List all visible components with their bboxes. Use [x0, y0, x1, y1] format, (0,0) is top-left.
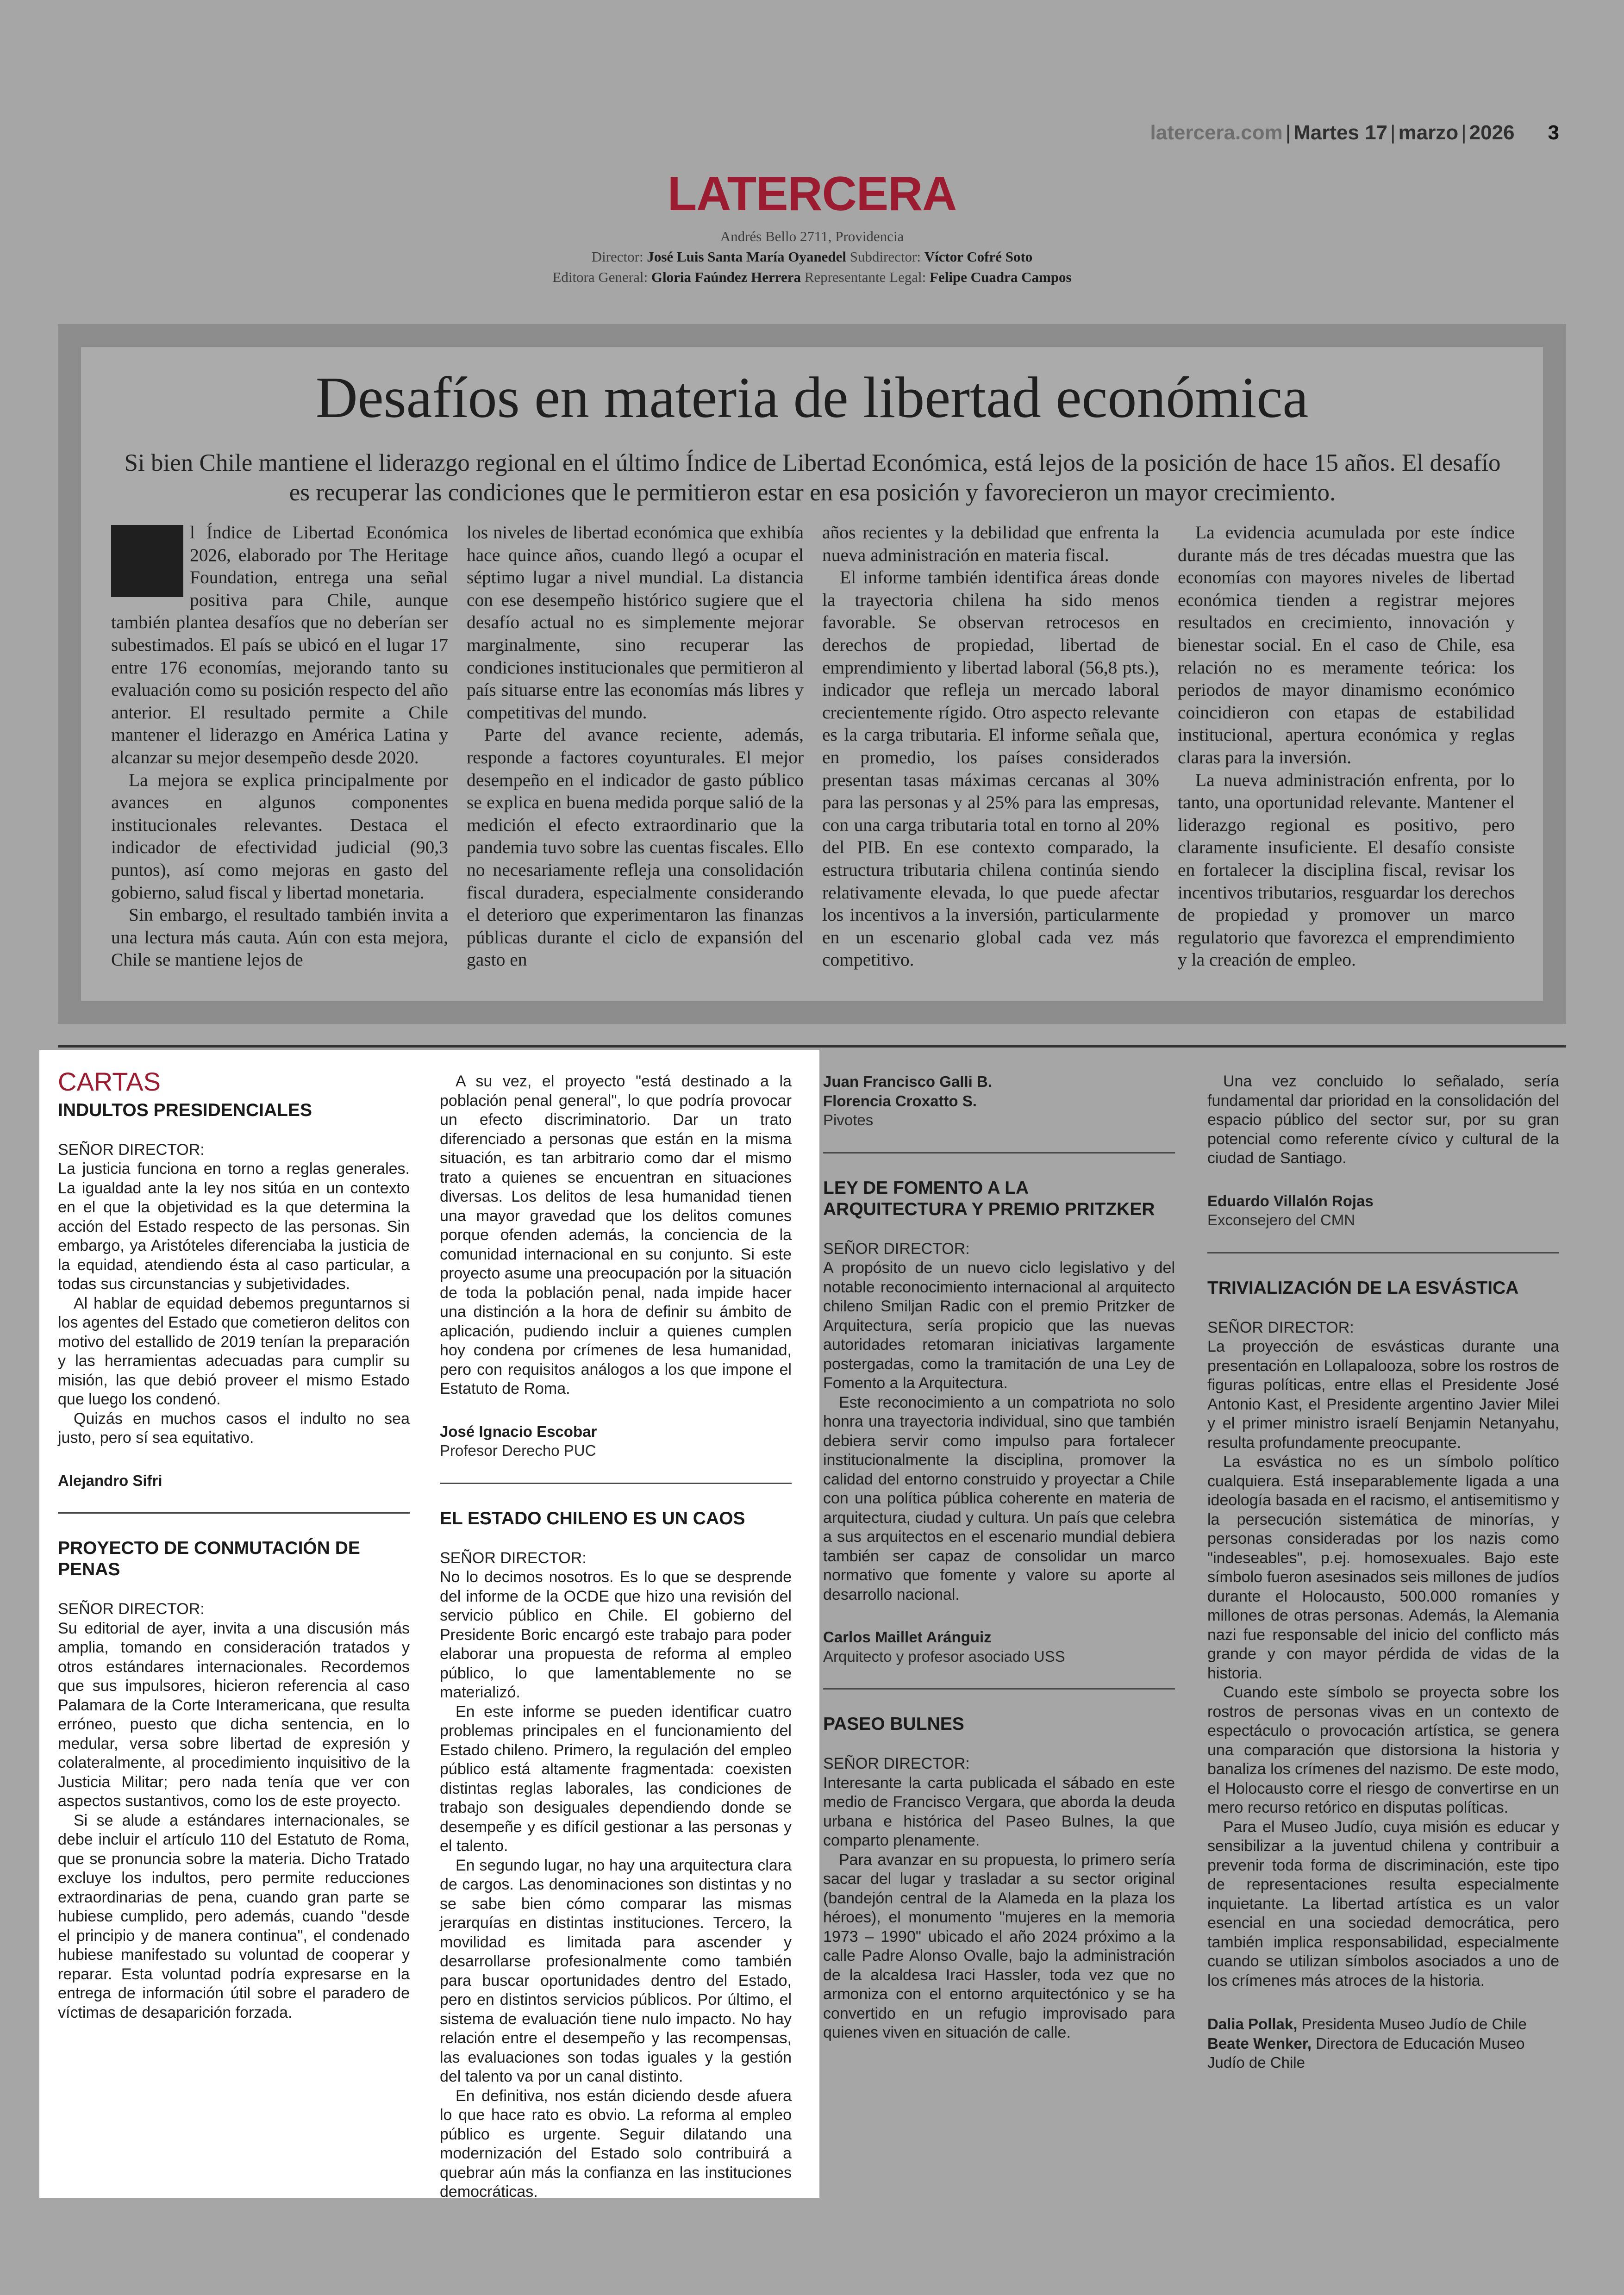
letter-paragraph: Si se alude a estándares internacionales, se debe incluir el artículo 110 del Estatuto de Roma, que se pronuncia sobre la materia. Dicho Tratado excluye los indultos, pero permite reducciones extraordinarias de pena, cuando gran parte se hubiese cumplido, pero además, cuando "desde el principio y de manera continua", el condenado hubiese manifestado su voluntad de cooperar y reparar. Esta voluntad podría expresarse en la entrega de información útil sobre el paradero de víctimas de desaparición forzada. [58, 1811, 410, 2021]
letter-signer: Carlos Maillet Aránguiz [823, 1628, 992, 1646]
letter-signer: Eduardo Villalón Rojas [1207, 1192, 1374, 1210]
salutation: SEÑOR DIRECTOR: [58, 1141, 205, 1159]
letter-signer-role: Arquitecto y profesor asociado USS [823, 1647, 1065, 1665]
editorial-paragraph: Parte del avance reciente, además, responde a factores coyunturales. El mejor desempeño en el indicador de gasto público se explica en buena medida porque salió de la medición el efecto extraordinario que la pandemia tuvo sobre las cuentas fiscales. Ello no necesariamente refleja una consolidación fiscal duradera, especialmente considerando el deterioro que experimentaron las finanzas públicas durante el ciclo de expansión del gasto en [467, 724, 804, 970]
salutation: SEÑOR DIRECTOR: [823, 1755, 970, 1772]
letter-heading-fomento: LEY DE FOMENTO A LA ARQUITECTURA Y PREMIO PRITZKER [823, 1178, 1155, 1219]
letter-paragraph: A propósito de un nuevo ciclo legislativo y del notable reconocimiento internacional al arquitecto chileno Smiljan Radic con el premio Pritzker de Arquitectura, sería propicio que las nuevas autoridades retomaran iniciativas largamente postergadas, como la tramitación de una Ley de Fomento a la Arquitectura. [823, 1259, 1175, 1392]
address: Andrés Bello 2711, Providencia [720, 228, 904, 244]
dateline: latercera.com | Martes 17 | marzo | 2026 3 [1150, 121, 1559, 144]
letters-column-4 [1207, 1072, 1559, 2072]
letter-heading-caos: EL ESTADO CHILENO ES UN CAOS [440, 1508, 745, 1528]
editorial-paragraph: los niveles de libertad económica que exhibía hace quince años, cuando llegó a ocupar el séptimo lugar a nivel mundial. La distancia con ese desempeño histórico sugiere que el desafío actual no es simplemente mejorar marginalmente, sino recuperar las condiciones institucionales que permitieron al país situarse entre las economías más libres y competitivas del mundo. [467, 522, 804, 723]
letter-signer: Alejandro Sifri [58, 1472, 162, 1489]
letter-signer: Florencia Croxatto S. [823, 1092, 977, 1110]
editorial-paragraph: La nueva administración enfrenta, por lo tanto, una oportunidad relevante. Mantener el liderazgo regional es positivo, pero claramente insuficiente. El desafío consiste en fortalecer la disciplina fiscal, revisar los incentivos tributarios, resguardar los derechos de propiedad y promover un marco regulatorio que favorezca el emprendimiento y la creación de empleo. [1178, 769, 1515, 970]
editorial-paragraph: l Índice de Libertad Económica 2026, elaborado por The Heritage Foundation, entrega una señal positiva para Chile, aunque también plantea desafíos que no deberían ser subestimados. El país se ubicó en el lugar 17 entre 176 economías, mejorando tanto su evaluación como su posición respecto del año anterior. El resultado permite a Chile mantener el liderazgo en América Latina y alcanzar su mejor desempeño desde 2020. [111, 522, 448, 767]
date-month: marzo [1398, 121, 1459, 144]
letter-paragraph: En definitiva, nos están diciendo desde afuera lo que hace rato es obvio. La reforma al empleo público es urgente. Seguir dilatando una modernización del Estado solo contribuirá a quebrar aún más la confianza en las instituciones democráticas. [440, 2087, 792, 2201]
editorial-column-1 [111, 521, 448, 971]
letters-column-3 [823, 1072, 1175, 2043]
letter-signer-role: Exconsejero del CMN [1207, 1211, 1355, 1229]
letters-column-2 [440, 1072, 792, 2202]
letter-paragraph: A su vez, el proyecto "está destinado a la población penal general", lo que podría provocar un efecto discriminatorio. Dar un trato diferenciado a personas que están en la misma situación, es tan arbitrario como dar el mismo trato a quienes se encuentran en situaciones diversas. Los delitos de lesa humanidad tienen una mayor gravedad que los delitos comunes porque ofenden además, la conciencia de la comunidad internacional en su conjunto. Si este proyecto asume una preocupación por la situación de toda la población penal, nada impide hacer una distinción a la hora de definir su ámbito de aplicación, pudiendo incluir a quienes cumplen hoy condena por crímenes de lesa humanidad, pero con requisitos análogos a los que impone el Estatuto de Roma. [440, 1073, 792, 1397]
letter-paragraph: La proyección de esvásticas durante una presentación en Lollapalooza, sobre los rostros de figuras políticas, entre ellas el Presidente José Antonio Kast, el Presidente argentino Javier Milei y el primer ministro israelí Benjamin Netanyahu, resulta profundamente preocupante. [1207, 1338, 1559, 1452]
editorial-paragraph: La evidencia acumulada por este índice durante más de tres décadas muestra que las economías con mayores niveles de libertad económica tienden a registrar mejores resultados en crecimiento, innovación y bienestar social. En el caso de Chile, esa relación no es meramente teórica: los periodos de mayor dinamismo económico coincidieron con etapas de estabilidad institucional, apertura económica y reglas claras para la inversión. [1178, 522, 1515, 767]
letter-signer-role: Presidenta Museo Judío de Chile [1301, 2015, 1527, 2033]
salutation: SEÑOR DIRECTOR: [440, 1549, 587, 1567]
credits-line-1: Director: José Luis Santa María Oyanedel Subdirector: Víctor Cofré Soto [591, 249, 1033, 265]
letter-heading-indultos: INDULTOS PRESIDENCIALES [58, 1100, 312, 1120]
salutation: SEÑOR DIRECTOR: [1207, 1318, 1354, 1336]
letters-column-1 [58, 1067, 410, 2022]
salutation: SEÑOR DIRECTOR: [58, 1600, 205, 1618]
letter-heading-esvastica: TRIVIALIZACIÓN DE LA ESVÁSTICA [1207, 1278, 1519, 1298]
letter-paragraph: Este reconocimiento a un compatriota no solo honra una trayectoria individual, sino que también debiera servir como impulso para fortalecer institucionalmente la disciplina, promover la calidad del entorno construido y proyectar a Chile con una política pública coherente en materia de arquitectura, ciudad y cultura. Un país que celebra a sus arquitectos en el escenario mundial debiera también ser capaz de consolidar un marco normativo que fomente y valore su aporte al desarrollo nacional. [823, 1393, 1175, 1603]
letter-paragraph: No lo decimos nosotros. Es lo que se desprende del informe de la OCDE que hizo una revisión del servicio público en Chile. El gobierno del Presidente Boric encargó este trabajo para poder elaborar una propuesta de reforma al empleo público, lo que lamentablemente no se materializó. [440, 1568, 792, 1701]
letter-paragraph: Para el Museo Judío, cuya misión es educar y sensibilizar a la juventud chilena y contribuir a prevenir toda forma de discriminación, este tipo de representaciones resulta especialmente inquietante. La libertad artística es un valor esencial en una sociedad democrática, pero también implica responsabilidad, especialmente cuando se utilizan símbolos asociados a uno de los crímenes más atroces de la historia. [1207, 1818, 1559, 1989]
letter-signature-2 [1207, 2034, 1559, 2072]
editorial-title: Desafíos en materia de libertad económica [315, 366, 1309, 430]
letter-paragraph: Para avanzar en su propuesta, lo primero sería sacar del lugar y trasladar a su sector original (bandejón central de la Alameda en la plaza los héroes), el monumento "mujeres en la memoria 1973 – 1990" ubicado el año 2024 próximo a la calle Padre Alonso Ovalle, bajo la administración de la alcaldesa Iraci Hassler, toda vez que no armoniza con el entorno arquitectónico y se ha convertido en un refugio improvisado para quienes viven en situación de calle. [823, 1851, 1175, 2041]
editorial-box [81, 347, 1543, 1001]
editora-name: Gloria Faúndez Herrera [651, 269, 801, 285]
letter-paragraph: En segundo lugar, no hay una arquitectura clara de cargos. Las denominaciones son distintas y no se sabe bien cómo comparar las mismas jerarquías en distintas instituciones. Tercero, la movilidad es limitada para ascender y desarrollarse profesionalmente como también para buscar oportunidades dentro del Estado, pero en distintos servicios públicos. Por último, el sistema de evaluación tiene nulo impacto. No hay relación entre el desempeño y las recompensas, las evaluaciones son todas iguales y la gestión del talento va por un canal distinto. [440, 1856, 792, 2085]
letter-paragraph: Una vez concluido lo señalado, sería fundamental dar prioridad en la consolidación del espacio público del sector sur, por su gran potencial como referente cívico y cultural de la ciudad de Santiago. [1207, 1073, 1559, 1167]
editorial-paragraph: años recientes y la debilidad que enfrenta la nueva administración en materia fiscal. [822, 522, 1159, 565]
editorial-paragraph: Sin embargo, el resultado también invita a una lectura más cauta. Aún con esta mejora, Chile se mantiene lejos de [111, 904, 448, 970]
section-title-cartas: CARTAS [58, 1067, 161, 1096]
letter-heading-bulnes: PASEO BULNES [823, 1714, 964, 1734]
representante-name: Felipe Cuadra Campos [930, 269, 1072, 285]
editorial-column-2 [467, 521, 804, 971]
letter-separator [823, 1688, 1175, 1690]
editorial-column-3 [822, 521, 1159, 971]
letter-signature-1 [1207, 2014, 1559, 2034]
editorial-paragraph: El informe también identifica áreas donde la trayectoria chilena ha sido menos favorable. Se observan retrocesos en derechos de propiedad, libertad de emprendimiento y libertad laboral (56,8 pts.), indicador que refleja un mercado laboral crecientemente rígido. Otro aspecto relevante es la carga tributaria. El informe señala que, en promedio, los países considerados presentan tasas máximas cercanas al 30% para las personas y al 25% para las empresas, con una carga tributaria total en torno al 20% del PIB. En ese contexto comparado, la estructura tributaria chilena continúa siendo relativamente elevada, lo que puede afectar los incentivos a la inversión, particularmente en un escenario global cada vez más competitivo. [822, 567, 1159, 970]
letter-paragraph: Interesante la carta publicada el sábado en este medio de Francisco Vergara, que aborda la deuda urbana e histórica del Paseo Bulnes, la que comparto plenamente. [823, 1774, 1175, 1849]
subdirector-name: Víctor Cofré Soto [924, 249, 1033, 265]
date-year: 2026 [1469, 121, 1515, 144]
letter-paragraph: En este informe se pueden identificar cuatro problemas principales en el funcionamiento del Estado chileno. Primero, la regulación del empleo público está altamente fragmentada: coexisten distintas reglas laborales, las condiciones de trabajo son desiguales dependiendo donde se desempeñe y es difícil gestionar a las personas y el talento. [440, 1703, 792, 1855]
editorial-paragraph: La mejora se explica principalmente por avances en algunos componentes institucionales relevantes. Destaca el indicador de efectividad judicial (90,3 puntos), así como mejoras en gasto del gobierno, salud fiscal y libertad monetaria. [111, 769, 448, 903]
letter-paragraph: Al hablar de equidad debemos preguntarnos si los agentes del Estado que cometieron delitos con motivo del estallido de 2019 tenían la preparación y las herramientas adecuadas para cumplir su misión, las que debió proveer el mismo Estado que luego los condenó. [58, 1294, 410, 1408]
director-name: José Luis Santa María Oyanedel [647, 249, 846, 265]
letter-signer-role: Profesor Derecho PUC [440, 1442, 596, 1459]
letter-paragraph: La esvástica no es un símbolo político cualquiera. Está inseparablemente ligada a una ideología basada en el racismo, el antisemitismo y la persecución sistemática de minorías, y personas consideradas por los nazis como "indeseables", p.ej. homosexuales. Bajo este símbolo fueron asesinados seis millones de judíos durante el Holocausto, 500.000 romaníes y millones de otras personas. Además, la Alemania nazi fue responsable del inicio del conflicto más grande y con mayor pérdida de vidas de la historia. [1207, 1453, 1559, 1682]
credits-line-2: Editora General: Gloria Faúndez Herrera Representante Legal: Felipe Cuadra Campos [552, 269, 1072, 285]
letter-separator [58, 1512, 410, 1514]
letter-signer-role: Pivotes [823, 1111, 874, 1129]
letter-signer-role: Directora de Educación Museo Judío de Chile [1207, 2034, 1525, 2071]
section-divider [58, 1045, 1566, 1048]
letter-signer: Beate Wenker, [1207, 2034, 1312, 2052]
letter-separator [440, 1483, 792, 1484]
date-day: Martes 17 [1293, 121, 1388, 144]
letter-separator [823, 1152, 1175, 1154]
letter-signer: José Ignacio Escobar [440, 1422, 597, 1440]
letter-signer: Dalia Pollak, [1207, 2015, 1298, 2033]
letter-paragraph: Su editorial de ayer, invita a una discusión más amplia, tomando en consideración tratados y otros estándares internacionales. Recordemos que sus impulsores, hicieron referencia al caso Palamara de la Corte Interamericana, que resulta erróneo, puesto que dicha sentencia, en lo medular, versa sobre libertad de expresión y colateralmente, al procedimiento inquisitivo de la Justicia Militar; pero nada tenía que ver con aspectos sustantivos, como los de este proyecto. [58, 1619, 410, 1810]
letter-paragraph: Quizás en muchos casos el indulto no sea justo, pero sí sea equitativo. [58, 1409, 410, 1447]
letter-heading-conmutacion: PROYECTO DE CONMUTACIÓN DE PENAS [58, 1538, 360, 1579]
letter-separator [1207, 1252, 1559, 1254]
drop-cap-e [111, 525, 183, 597]
editorial-deck: Si bien Chile mantiene el liderazgo regional en el último Índice de Libertad Económica, está lejos de la posición de hace 15 años. El desafío es recuperar las condiciones que le permitieron estar en esa posición y favorecieron un mayor crecimiento. [124, 449, 1501, 506]
letter-signer: Juan Francisco Galli B. [823, 1073, 992, 1090]
letter-paragraph: La justicia funciona en torno a reglas generales. La igualdad ante la ley nos sitúa en un contexto en el que la objetividad es la que determina la acción del Estado respecto de las personas. Sin embargo, ya Aristóteles diferenciaba la justicia de la equidad, atendiendo ésta al caso particular, a todas sus circunstancias y subjetividades. [58, 1160, 410, 1293]
masthead [0, 167, 1624, 286]
site-url[interactable]: latercera.com [1150, 121, 1283, 144]
letter-paragraph: Cuando este símbolo se proyecta sobre los rostros de personas vivas en un contexto de espectáculo o provocación artística, se genera una comparación que distorsiona la historia y banaliza los crímenes del nazismo. De este modo, el Holocausto corre el riesgo de convertirse en un mero recurso retórico en disputas políticas. [1207, 1684, 1559, 1816]
newspaper-logo: LATERCERA [667, 167, 957, 221]
page-number: 3 [1548, 121, 1559, 144]
salutation: SEÑOR DIRECTOR: [823, 1240, 970, 1258]
editorial-column-4 [1178, 521, 1515, 971]
